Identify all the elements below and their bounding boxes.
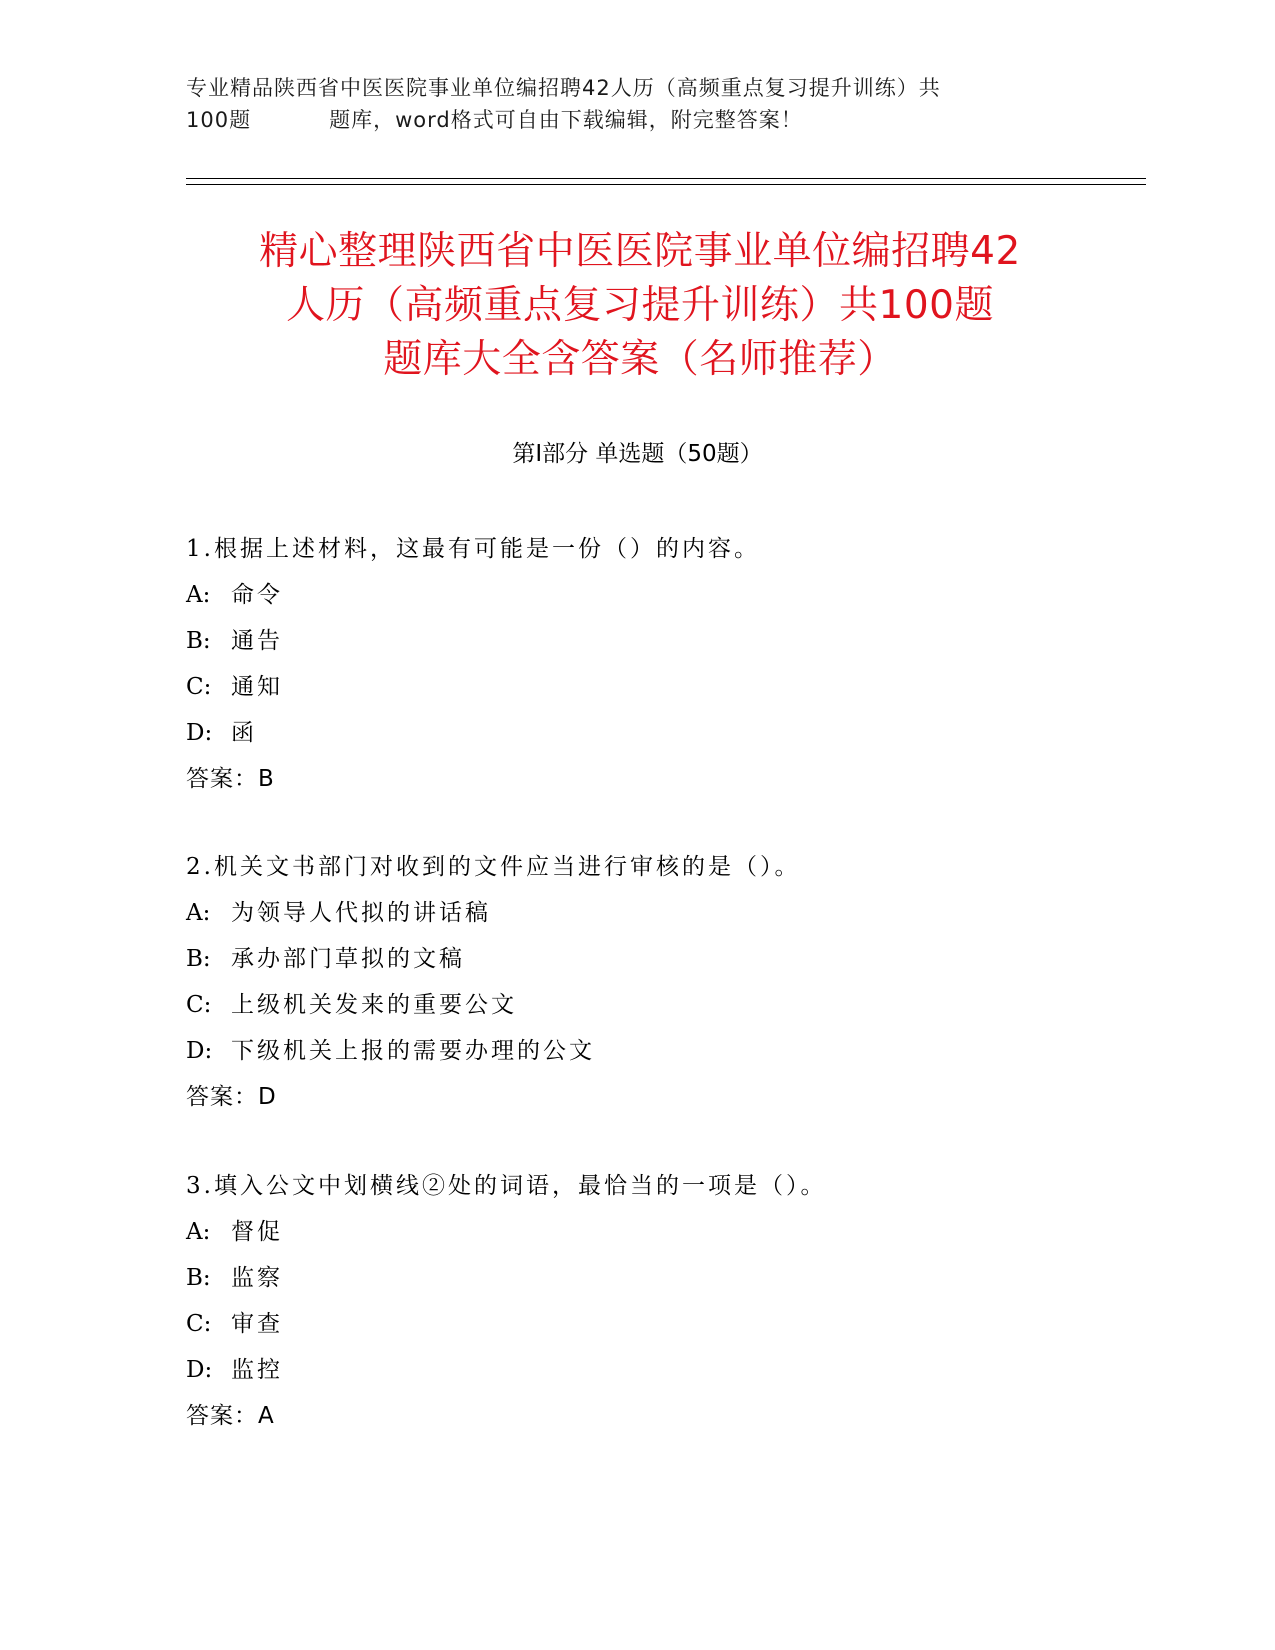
- option-b: [186, 618, 1136, 664]
- header-line-2-text: 题库，word格式可自由下载编辑，附完整答案！: [329, 108, 803, 132]
- title-line-3: 题库大全含答案（名师推荐）: [383, 337, 897, 382]
- option-text: 为领导人代拟的讲话稿: [231, 900, 491, 926]
- option-text: 通告: [231, 628, 283, 654]
- title-line-2: 人历（高频重点复习提升训练）共100题: [286, 283, 994, 328]
- answer: 答案：D: [186, 1084, 277, 1110]
- option-letter: D:: [186, 720, 213, 746]
- option-a: [186, 572, 1136, 618]
- question-2: [186, 844, 1136, 1120]
- option-letter: B:: [186, 628, 211, 654]
- option-text: 上级机关发来的重要公文: [231, 992, 517, 1018]
- option-c: [186, 1301, 1136, 1347]
- answer: 答案：B: [186, 766, 275, 792]
- title-line-1: 精心整理陕西省中医医院事业单位编招聘42: [259, 229, 1021, 274]
- option-text: 通知: [231, 674, 283, 700]
- question-stem: 2.机关文书部门对收到的文件应当进行审核的是（）。: [186, 854, 801, 880]
- question-stem: 3.填入公文中划横线②处的词语，最恰当的一项是（）。: [186, 1173, 827, 1199]
- header-line-1: 专业精品陕西省中医医院事业单位编招聘42人历（高频重点复习提升训练）共: [186, 76, 941, 100]
- header-line-2-count: 100题: [186, 108, 252, 132]
- option-text: 督促: [231, 1219, 283, 1245]
- option-letter: D:: [186, 1357, 213, 1383]
- option-d: [186, 1028, 1136, 1074]
- option-letter: C:: [186, 992, 212, 1018]
- option-text: 函: [231, 720, 257, 746]
- question-stem: 1.根据上述材料，这最有可能是一份（）的内容。: [186, 536, 760, 562]
- option-a: [186, 890, 1136, 936]
- option-d: [186, 1347, 1136, 1393]
- answer: 答案：A: [186, 1403, 275, 1429]
- question-3: [186, 1163, 1136, 1439]
- option-letter: C:: [186, 674, 212, 700]
- header-note: [186, 72, 1086, 136]
- option-letter: C:: [186, 1311, 212, 1337]
- section-heading: 第Ⅰ部分 单选题（50题）: [512, 441, 763, 467]
- option-text: 监控: [231, 1357, 283, 1383]
- option-text: 命令: [231, 582, 283, 608]
- option-text: 承办部门草拟的文稿: [231, 946, 465, 972]
- option-text: 审查: [231, 1311, 283, 1337]
- option-letter: D:: [186, 1038, 213, 1064]
- header-divider-bottom: [186, 184, 1146, 185]
- option-a: [186, 1209, 1136, 1255]
- header-divider-top: [186, 178, 1146, 179]
- question-1: [186, 526, 1136, 802]
- document-title: [170, 225, 1110, 387]
- option-b: [186, 1255, 1136, 1301]
- option-d: [186, 710, 1136, 756]
- option-b: [186, 936, 1136, 982]
- option-text: 下级机关上报的需要办理的公文: [231, 1038, 595, 1064]
- option-letter: A:: [186, 582, 211, 608]
- header-line-2: [186, 104, 1086, 136]
- option-letter: A:: [186, 1219, 211, 1245]
- option-letter: B:: [186, 946, 211, 972]
- option-letter: A:: [186, 900, 211, 926]
- option-letter: B:: [186, 1265, 211, 1291]
- option-c: [186, 982, 1136, 1028]
- option-text: 监察: [231, 1265, 283, 1291]
- option-c: [186, 664, 1136, 710]
